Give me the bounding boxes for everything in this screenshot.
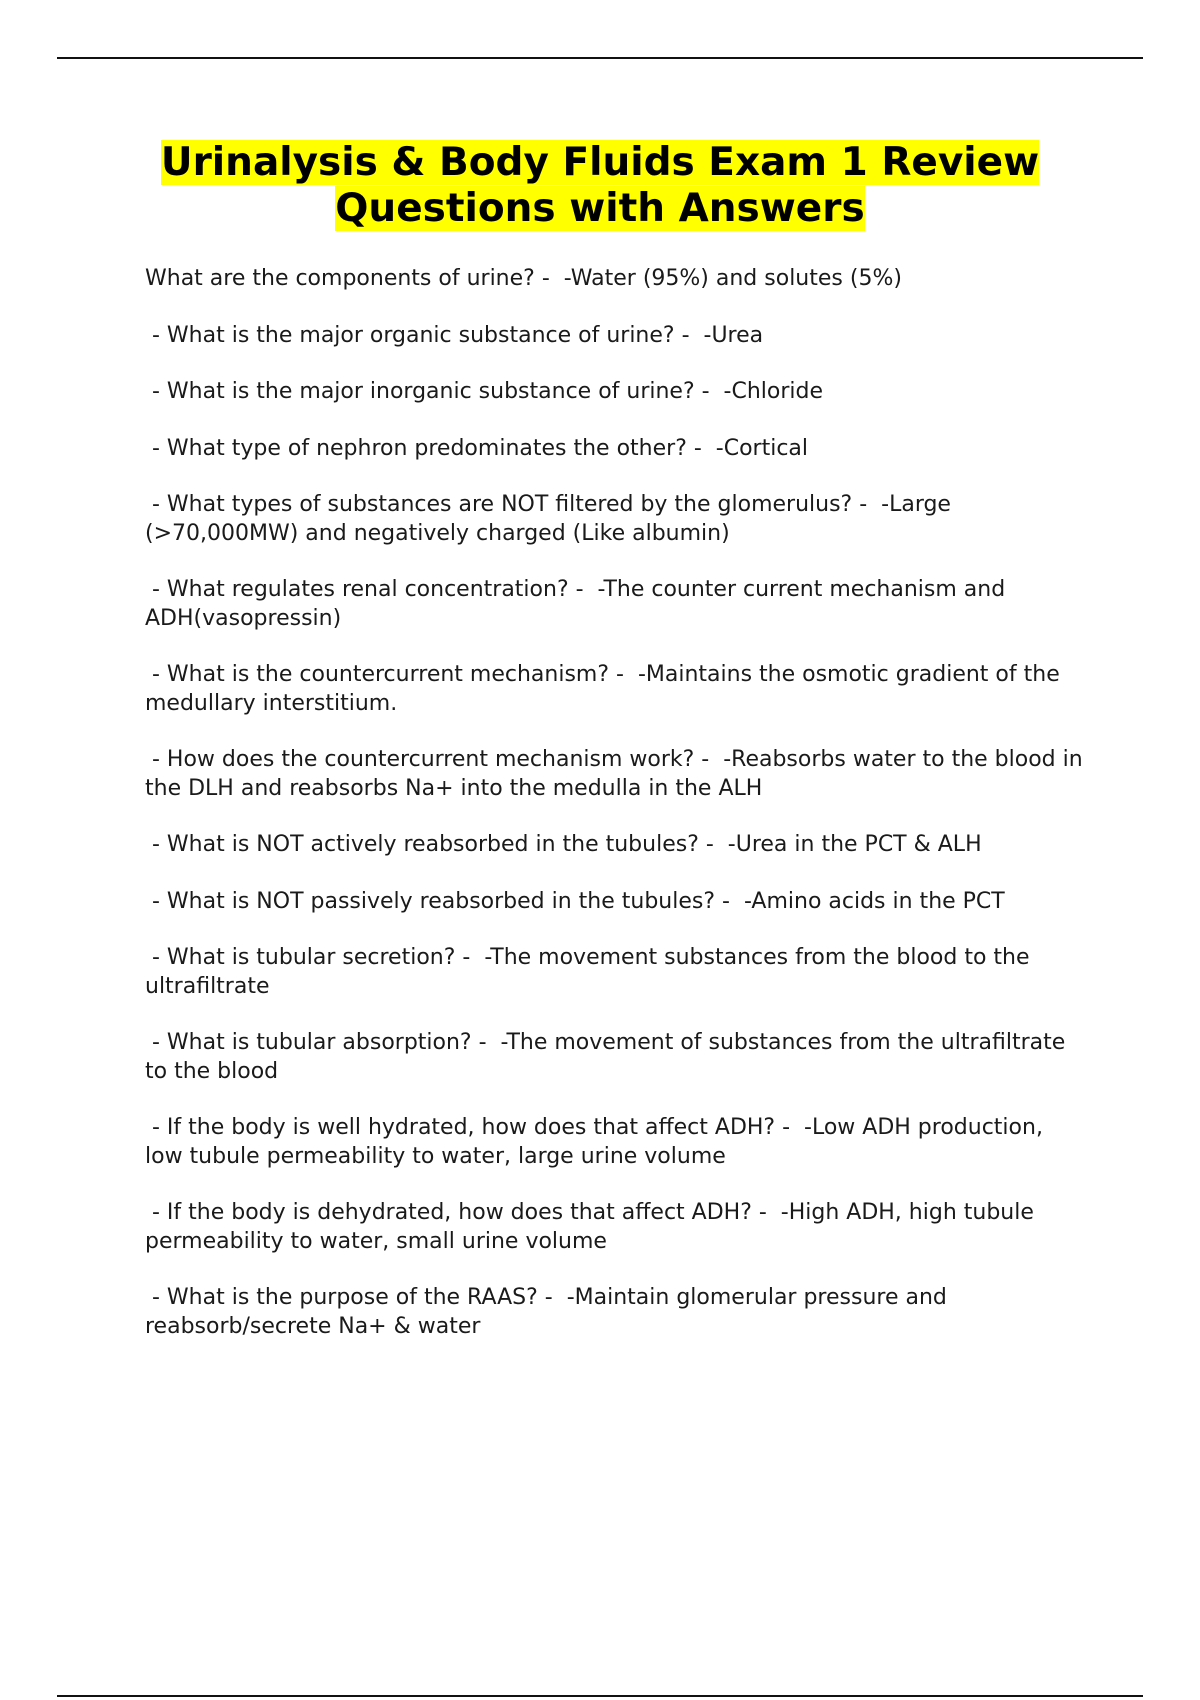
qa-list — [145, 265, 1090, 1369]
qa-item: - What is the purpose of the RAAS? - -Maintain glomerular pressure and reabsorb/secrete Na+ & water — [145, 1285, 954, 1339]
qa-item: - What is the countercurrent mechanism? - -Maintains the osmotic gradient of the medullary interstitium. — [145, 662, 1067, 716]
qa-item: - What type of nephron predominates the other? - -Cortical — [145, 435, 809, 461]
qa-item: - What is NOT passively reabsorbed in the tubules? - -Amino acids in the PCT — [145, 888, 1005, 914]
qa-item: - What is the major inorganic substance of urine? - -Chloride — [145, 379, 824, 404]
qa-item: - What is the major organic substance of urine? - -Urea — [145, 322, 764, 348]
qa-item: - How does the countercurrent mechanism work? - -Reabsorbs water to the blood in the DLH and reabsorbs Na+ into the medulla in the ALH — [145, 747, 1090, 801]
document-title-text: Urinalysis & Body Fluids Exam 1 Review Questions with Answers — [160, 140, 1040, 231]
qa-item: - What types of substances are NOT filtered by the glomerulus? - -Large (>70,000MW) and negatively charged (Like albumin) — [145, 492, 958, 546]
qa-item: - If the body is well hydrated, how does that affect ADH? - -Low ADH production, low tubule permeability to water, large urine volume — [145, 1115, 1050, 1169]
document-title — [100, 140, 1100, 232]
qa-item: - If the body is dehydrated, how does that affect ADH? - -High ADH, high tubule permeability to water, small urine volume — [145, 1200, 1041, 1254]
qa-item: - What is NOT actively reabsorbed in the tubules? - -Urea in the PCT & ALH — [145, 832, 982, 857]
top-rule — [57, 57, 1143, 59]
bottom-rule — [57, 1695, 1143, 1697]
title-block — [100, 140, 1100, 232]
qa-item: - What is tubular secretion? - -The movement substances from the blood to the ultrafiltrate — [145, 945, 1037, 999]
qa-item: What are the components of urine? - -Water (95%) and solutes (5%) — [145, 266, 902, 291]
qa-item: - What regulates renal concentration? - -The counter current mechanism and ADH(vasopressin) — [145, 577, 1013, 631]
qa-item: - What is tubular absorption? - -The movement of substances from the ultrafiltrate to the blood — [145, 1030, 1073, 1084]
